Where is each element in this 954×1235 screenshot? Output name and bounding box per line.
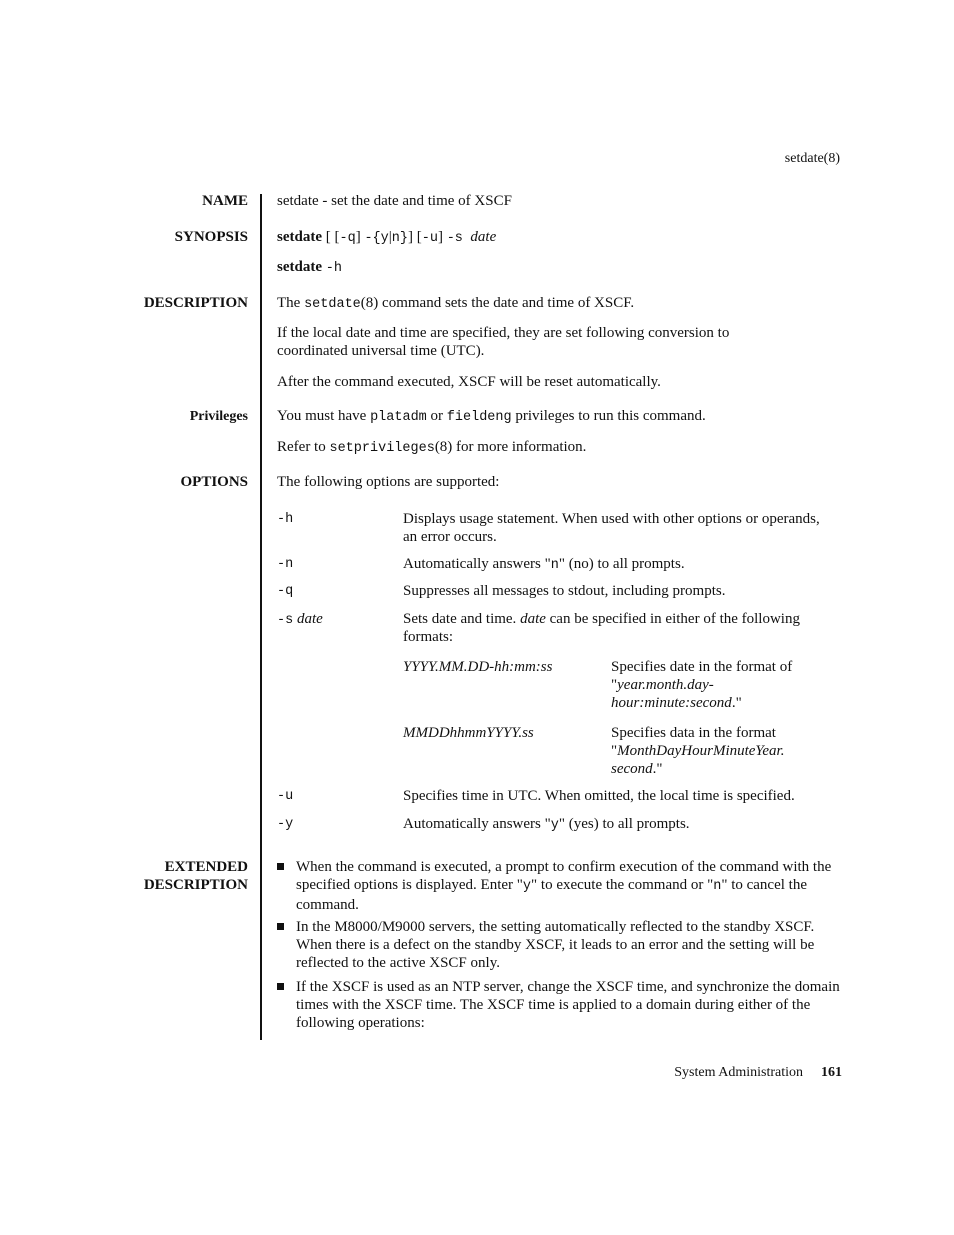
format-desc-1 bbox=[611, 658, 811, 712]
text: or bbox=[426, 408, 447, 424]
text: Refer to bbox=[277, 439, 330, 455]
operand-date: date bbox=[296, 611, 323, 627]
page-number: 161 bbox=[821, 1065, 842, 1080]
option-desc-u: Specifies time in UTC. When omitted, the local time is specified. bbox=[403, 788, 795, 804]
text: Automatically answers " bbox=[403, 816, 551, 832]
command-name: setprivileges bbox=[329, 441, 435, 456]
synopsis-text: ] bbox=[355, 229, 365, 245]
page-footer bbox=[674, 1064, 842, 1082]
list-item bbox=[277, 858, 843, 914]
synopsis-option-y: y bbox=[380, 231, 389, 246]
synopsis-pipe: | bbox=[388, 229, 392, 245]
options-intro: The following options are supported: bbox=[277, 474, 500, 490]
text: " to cancel the command. bbox=[296, 877, 807, 913]
section-label-name: NAME bbox=[202, 193, 248, 209]
command-name: setdate bbox=[304, 297, 361, 312]
description-paragraph-2: If the local date and time are specified, they are set following conversion to coordinated universal time (UTC). bbox=[277, 325, 730, 359]
format-key-1: YYYY.MM.DD-hh:mm:ss bbox=[403, 659, 553, 675]
text: ." bbox=[731, 695, 742, 711]
list-item-text bbox=[296, 858, 843, 914]
text: " to execute the command or " bbox=[531, 877, 714, 893]
description-paragraph-3: After the command executed, XSCF will be reset automatically. bbox=[277, 374, 661, 390]
list-item-text: In the M8000/M9000 servers, the setting automatically reflected to the standby XSCF. When there is a defect on the standby XSCF, it leads to an error and the setting will be reflected to the active XSCF only. bbox=[296, 919, 815, 971]
bullet-square-icon bbox=[277, 923, 284, 930]
option-key-n: -n bbox=[277, 557, 294, 572]
label-line: DESCRIPTION bbox=[143, 877, 248, 893]
option-key-h: -h bbox=[277, 512, 294, 527]
text: You must have bbox=[277, 408, 371, 424]
synopsis-command: setdate bbox=[277, 229, 322, 245]
option-desc-s bbox=[403, 610, 845, 646]
option-desc-h: Displays usage statement. When used with other options or operands, an error occurs. bbox=[403, 511, 820, 545]
answer-y: y bbox=[550, 818, 559, 833]
text: Specifies date in the format of " bbox=[611, 659, 793, 693]
privilege-platadm: platadm bbox=[370, 410, 427, 425]
text: The bbox=[277, 295, 305, 311]
footer-section: System Administration bbox=[674, 1065, 803, 1080]
text: Sets date and time. bbox=[403, 611, 521, 627]
bullet-square-icon bbox=[277, 983, 284, 990]
synopsis-line-1 bbox=[277, 228, 842, 248]
format-text: second bbox=[611, 761, 653, 777]
text: When the command is executed, a prompt to confirm execution of the command with the specified options is displayed. Enter " bbox=[296, 859, 832, 893]
bullet-square-icon bbox=[277, 863, 284, 870]
synopsis-text: [ [ bbox=[322, 229, 340, 245]
operand-date: date bbox=[520, 611, 546, 627]
option-key-y: -y bbox=[277, 817, 294, 832]
description-paragraph-1 bbox=[277, 294, 842, 314]
synopsis-option-q: -q bbox=[339, 231, 356, 246]
option-s: -s bbox=[277, 613, 294, 628]
option-desc-q: Suppresses all messages to stdout, including prompts. bbox=[403, 583, 726, 599]
label-line: EXTENDED bbox=[164, 859, 248, 875]
synopsis-option-u: -u bbox=[421, 231, 438, 246]
text: " (yes) to all prompts. bbox=[558, 816, 690, 832]
text: (8) for more information. bbox=[434, 439, 587, 455]
privilege-fieldeng: fieldeng bbox=[446, 410, 512, 425]
text: ." bbox=[652, 761, 663, 777]
format-text: hour:minute:second bbox=[611, 695, 732, 711]
name-text: setdate - set the date and time of XSCF bbox=[277, 193, 512, 209]
answer-n: n bbox=[550, 558, 559, 573]
text: " (no) to all prompts. bbox=[558, 556, 685, 572]
format-text: MonthDayHourMinuteYear. bbox=[617, 743, 785, 759]
text: Automatically answers " bbox=[403, 556, 551, 572]
section-label-options: OPTIONS bbox=[180, 474, 248, 490]
running-header: setdate(8) bbox=[784, 151, 840, 166]
section-label-privileges: Privileges bbox=[189, 409, 248, 424]
privileges-paragraph-1 bbox=[277, 407, 842, 427]
text: privileges to run this command. bbox=[511, 408, 706, 424]
format-desc-2 bbox=[611, 724, 811, 778]
text: (8) command sets the date and time of XSCF. bbox=[360, 295, 635, 311]
answer-y: y bbox=[522, 879, 532, 894]
list-item bbox=[277, 918, 843, 972]
vertical-rule bbox=[260, 194, 262, 1040]
privileges-paragraph-2 bbox=[277, 438, 842, 458]
synopsis-text: ] [ bbox=[408, 229, 422, 245]
synopsis-option-h: -h bbox=[325, 261, 342, 276]
section-label-description: DESCRIPTION bbox=[143, 295, 248, 311]
synopsis-line-2 bbox=[277, 258, 842, 278]
synopsis-option-n: n bbox=[391, 231, 400, 246]
synopsis-operand-date: date bbox=[470, 229, 497, 245]
synopsis-option-s: -s bbox=[446, 231, 463, 246]
synopsis-option-yn: -{ bbox=[364, 231, 381, 246]
list-item bbox=[277, 978, 843, 1032]
section-label-synopsis: SYNOPSIS bbox=[174, 229, 248, 245]
text: Specifies data in the format " bbox=[611, 725, 776, 759]
option-desc-n bbox=[403, 555, 845, 575]
option-desc-y bbox=[403, 815, 845, 835]
synopsis-brace: } bbox=[399, 231, 408, 246]
option-key-s bbox=[277, 610, 323, 630]
option-key-q: -q bbox=[277, 584, 294, 599]
synopsis-text: ] bbox=[437, 229, 447, 245]
option-key-u: -u bbox=[277, 789, 294, 804]
synopsis-command: setdate bbox=[277, 259, 322, 275]
list-item-text: If the XSCF is used as an NTP server, change the XSCF time, and synchronize the domain times with the XSCF time. The XSCF time is applied to a domain during either of the following operations: bbox=[296, 979, 840, 1031]
section-label-extended bbox=[108, 858, 248, 894]
answer-n: n bbox=[713, 879, 722, 894]
text: can be specified in either of the following formats: bbox=[403, 611, 800, 645]
format-text: year.month.day- bbox=[617, 677, 714, 693]
format-key-2: MMDDhhmmYYYY.ss bbox=[403, 725, 534, 741]
